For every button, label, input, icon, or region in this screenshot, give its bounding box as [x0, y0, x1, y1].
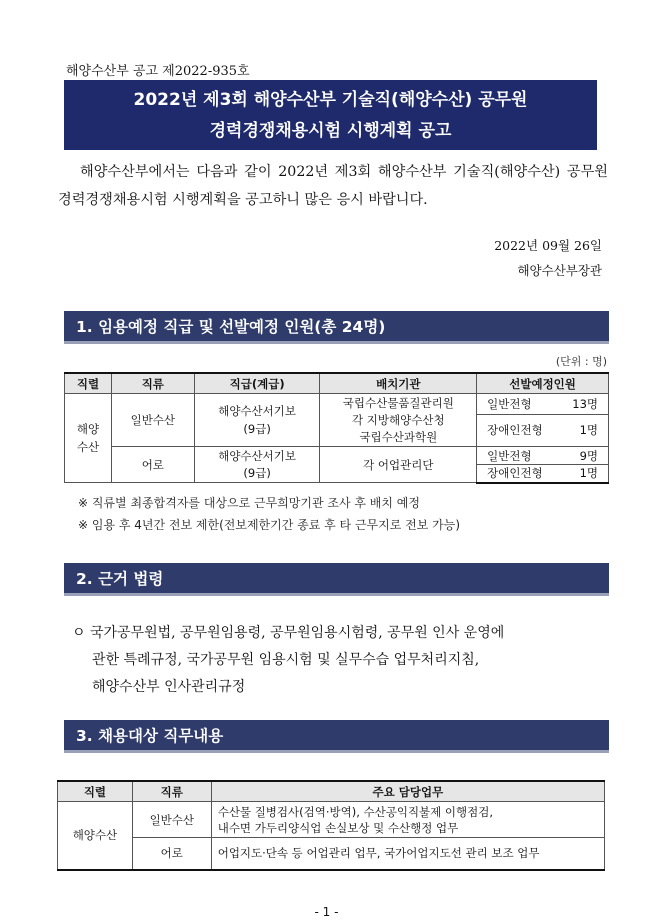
agency-cell: 각 어업관리단 — [320, 447, 477, 483]
class-cell: 일반수산 — [132, 802, 211, 838]
section-2-heading: 2. 근거 법령 — [64, 563, 609, 596]
quota-type: 장애인전형 — [487, 466, 543, 481]
title-line-1: 2022년 제3회 해양수산부 기술직(해양수산) 공무원 — [133, 90, 528, 110]
class-cell: 일반수산 — [111, 394, 194, 447]
header-quota: 선발예정인원 — [477, 373, 609, 394]
series-cell: 해양수산 — [58, 802, 133, 870]
page-number: - 1 - — [314, 905, 339, 919]
quota-type: 일반전형 — [487, 396, 532, 411]
note-2: ※ 임용 후 4년간 전보 제한(전보제한기간 종료 후 타 근무지로 전보 가능) — [78, 518, 460, 532]
section-3-heading: 3. 채용대상 직무내용 — [64, 720, 609, 753]
quota-count: 9명 — [579, 448, 598, 463]
recruitment-table — [64, 372, 609, 484]
agency-cell: 국립수산물품질관리원 각 지방해양수산청 국립수산과학원 — [320, 394, 477, 447]
class-cell: 어로 — [111, 447, 194, 483]
grade-cell: 해양수산서기보 (9급) — [194, 394, 320, 447]
notice-number: 해양수산부 공고 제2022-935호 — [66, 64, 250, 79]
issuer: 해양수산부장관 — [517, 263, 602, 278]
header-class: 직류 — [132, 781, 211, 802]
quota-count: 13명 — [572, 396, 598, 411]
header-series: 직렬 — [65, 373, 112, 394]
class-cell: 어로 — [132, 838, 211, 870]
header-series: 직렬 — [58, 781, 133, 802]
header-class: 직류 — [111, 373, 194, 394]
law-line-1 — [72, 620, 612, 647]
quota-type: 일반전형 — [487, 448, 532, 463]
title-banner — [64, 80, 597, 150]
quota-count: 1명 — [579, 423, 598, 438]
duty-cell: 어업지도·단속 등 어업관리 업무, 국가어업지도선 관리 보조 업무 — [211, 838, 604, 870]
duty-table — [57, 780, 605, 871]
grade-cell: 해양수산서기보 (9급) — [194, 447, 320, 483]
unit-label: (단위 : 명) — [555, 355, 607, 368]
quota-cell — [477, 422, 608, 438]
duty-cell: 수산물 질병검사(검역·방역), 수산공익직불제 이행점검, 내수면 가두리양식업 손실보상 및 수산행정 업무 — [211, 802, 604, 838]
quota-cell — [477, 396, 608, 412]
header-grade: 직급(계급) — [194, 373, 320, 394]
notice-date: 2022년 09월 26일 — [494, 238, 602, 253]
quota-cell — [477, 448, 608, 464]
section-1-heading: 1. 임용예정 직급 및 선발예정 인원(총 24명) — [64, 311, 609, 344]
law-line-2: 관한 특례규정, 국가공무원 임용시험 및 실무수습 업무처리지침, — [92, 652, 480, 668]
quota-count: 1명 — [579, 466, 598, 481]
bullet-icon: ㅇ — [72, 625, 86, 641]
header-agency: 배치기관 — [320, 373, 477, 394]
note-1: ※ 직류별 최종합격자를 대상으로 근무희망기관 조사 후 배치 예정 — [78, 496, 420, 510]
series-cell: 해양 수산 — [65, 394, 112, 483]
header-duty: 주요 담당업무 — [211, 781, 604, 802]
law-line-3: 해양수산부 인사관리규정 — [92, 679, 246, 695]
intro-paragraph: 해양수산부에서는 다음과 같이 2022년 제3회 해양수산부 기술직(해양수산) 공무원 경력경쟁채용시험 시행계획을 공고하니 많은 응시 바랍니다. — [58, 164, 608, 208]
quota-type: 장애인전형 — [487, 423, 543, 438]
quota-cell — [477, 465, 608, 481]
title-line-2: 경력경쟁채용시험 시행계획 공고 — [209, 121, 452, 141]
law-text: 국가공무원법, 공무원임용령, 공무원임용시험령, 공무원 인사 운영에 — [89, 625, 505, 641]
